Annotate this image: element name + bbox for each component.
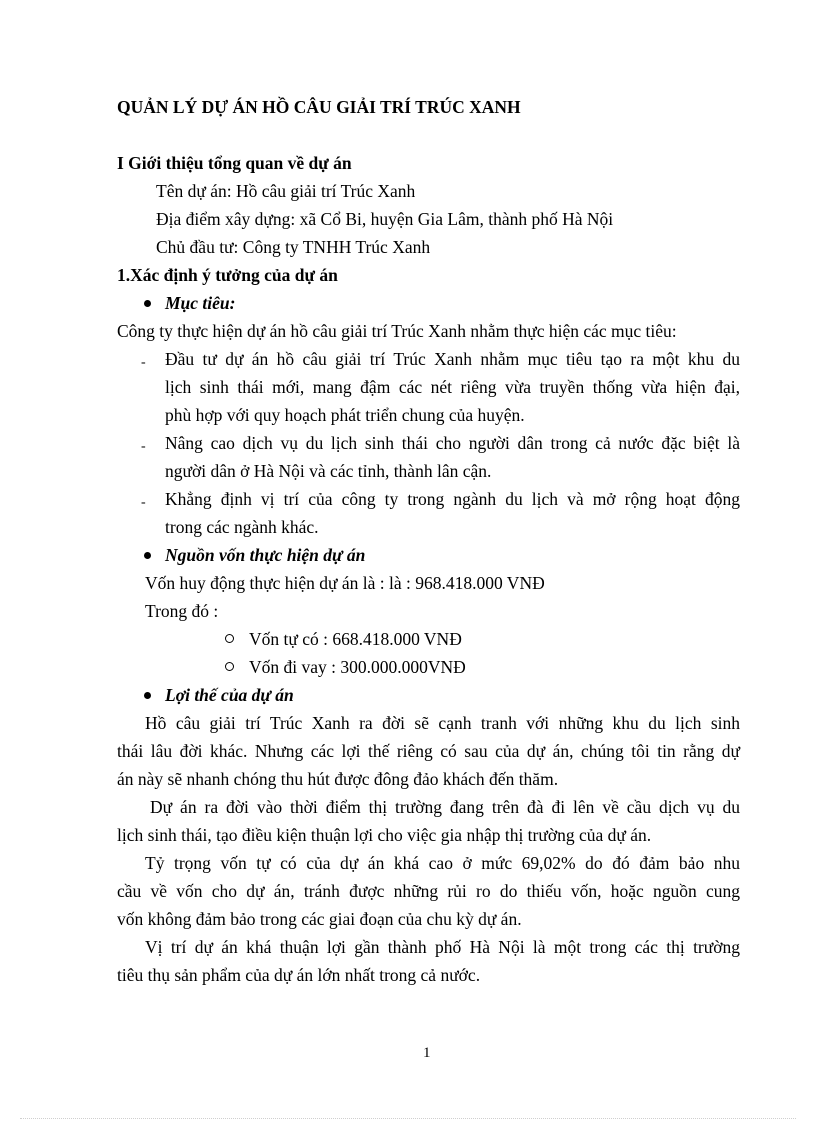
funding-item-equity: Vốn tự có : 668.418.000 VNĐ bbox=[249, 629, 462, 649]
bullet-icon bbox=[144, 300, 151, 307]
objective-2-line-1: Nâng cao dịch vụ du lịch sinh thái cho người dân trong cả nước đặc biệt là bbox=[165, 433, 740, 453]
advantage-3-line-3: vốn không đảm bảo trong các giai đoạn của chu kỳ dự án. bbox=[117, 909, 522, 929]
advantage-1-line-3: án này sẽ nhanh chóng thu hút được đông đảo khách đến thăm. bbox=[117, 769, 559, 789]
advantage-2-line-2: lịch sinh thái, tạo điều kiện thuận lợi cho việc gia nhập thị trường của dự án. bbox=[117, 825, 652, 845]
page-number: 1 bbox=[423, 1045, 431, 1061]
objective-3-line-1: Khẳng định vị trí của công ty trong ngành du lịch và mở rộng hoạt động bbox=[165, 489, 740, 509]
project-location-line: Địa điểm xây dựng: xã Cổ Bi, huyện Gia Lâm, thành phố Hà Nội bbox=[156, 209, 614, 229]
bullet-icon bbox=[144, 692, 151, 699]
funding-of-which: Trong đó : bbox=[145, 601, 219, 621]
document-title: QUẢN LÝ DỰ ÁN HỒ CÂU GIẢI TRÍ TRÚC XANH bbox=[117, 97, 521, 117]
objective-3-line-2: trong các ngành khác. bbox=[165, 517, 319, 537]
advantage-3-line-1: Tỷ trọng vốn tự có của dự án khá cao ở mức 69,02% do đó đảm bảo nhu bbox=[145, 853, 740, 873]
objective-1-line-3: phù hợp với quy hoạch phát triển chung của huyện. bbox=[165, 405, 525, 425]
funding-heading: Nguồn vốn thực hiện dự án bbox=[165, 545, 366, 565]
section-heading-idea: 1.Xác định ý tưởng của dự án bbox=[117, 265, 338, 285]
dash-bullet-icon: - bbox=[141, 439, 146, 454]
dash-bullet-icon: - bbox=[141, 495, 146, 510]
advantage-2-line-1: Dự án ra đời vào thời điểm thị trường đang trên đà đi lên về cầu dịch vụ du bbox=[150, 797, 740, 817]
objective-2-line-2: người dân ở Hà Nội và các tỉnh, thành lân cận. bbox=[165, 461, 492, 481]
objective-1-line-2: lịch sinh thái mới, mang đậm các nét riêng vừa truyền thống vừa hiện đại, bbox=[165, 377, 740, 397]
objective-1-line-1: Đầu tư dự án hồ câu giải trí Trúc Xanh nhằm mục tiêu tạo ra một khu du bbox=[165, 349, 740, 369]
funding-total: Vốn huy động thực hiện dự án là : là : 968.418.000 VNĐ bbox=[145, 573, 545, 593]
section-heading-intro: I Giới thiệu tổng quan về dự án bbox=[117, 153, 352, 173]
advantage-3-line-2: cầu về vốn cho dự án, tránh được những rủi ro do thiếu vốn, hoặc nguồn cung bbox=[117, 881, 740, 901]
dash-bullet-icon: - bbox=[141, 355, 146, 370]
advantage-1-line-2: thái lâu đời khác. Nhưng các lợi thế riêng có sau của dự án, chúng tôi tin rằng dự bbox=[117, 741, 740, 761]
page-divider bbox=[20, 1118, 796, 1119]
objectives-heading: Mục tiêu: bbox=[165, 293, 236, 313]
circle-bullet-icon bbox=[225, 634, 234, 643]
advantage-4-line-2: tiêu thụ sản phẩm của dự án lớn nhất trong cả nước. bbox=[117, 965, 481, 985]
project-investor-line: Chủ đầu tư: Công ty TNHH Trúc Xanh bbox=[156, 237, 431, 257]
bullet-icon bbox=[144, 552, 151, 559]
funding-item-loan: Vốn đi vay : 300.000.000VNĐ bbox=[249, 657, 466, 677]
objectives-intro: Công ty thực hiện dự án hồ câu giải trí Trúc Xanh nhằm thực hiện các mục tiêu: bbox=[117, 321, 677, 341]
advantage-4-line-1: Vị trí dự án khá thuận lợi gần thành phố Hà Nội là một trong các thị trường bbox=[145, 937, 740, 957]
advantages-heading: Lợi thế của dự án bbox=[165, 685, 294, 705]
advantage-1-line-1: Hồ câu giải trí Trúc Xanh ra đời sẽ cạnh tranh với những khu du lịch sinh bbox=[145, 713, 740, 733]
project-name-line: Tên dự án: Hồ câu giải trí Trúc Xanh bbox=[156, 181, 416, 201]
circle-bullet-icon bbox=[225, 662, 234, 671]
